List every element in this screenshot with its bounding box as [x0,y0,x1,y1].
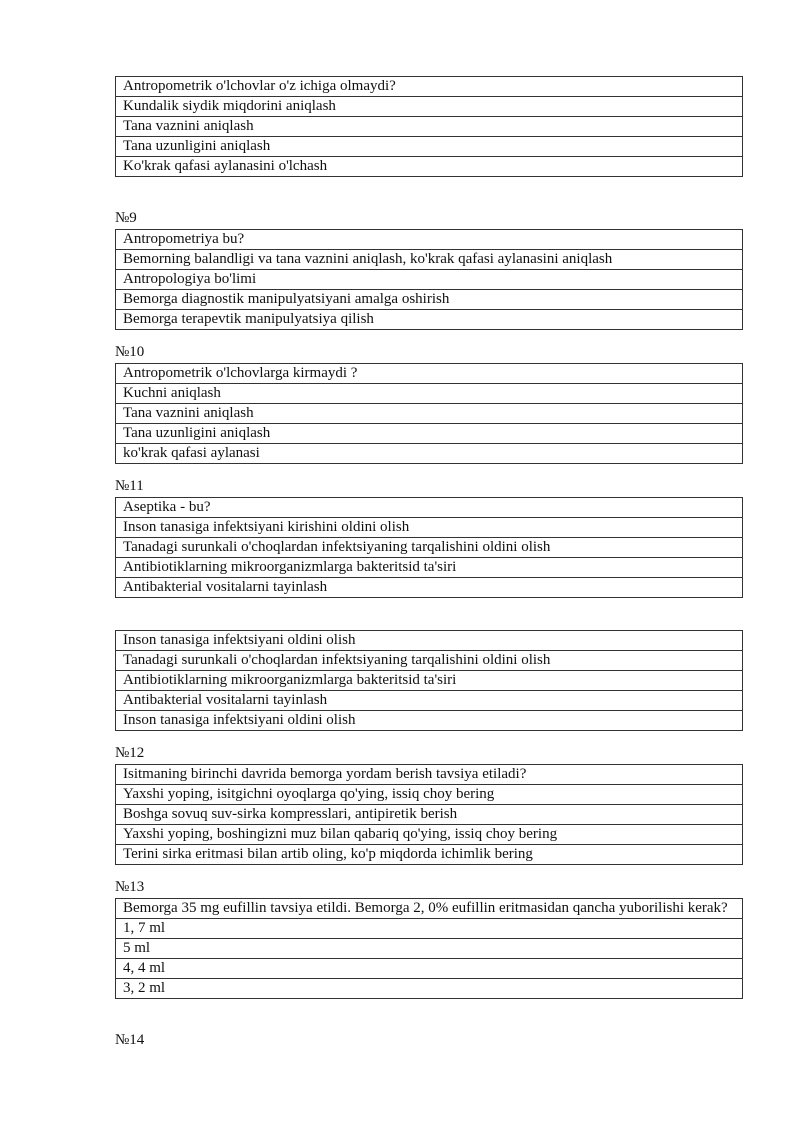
answer-option: Antibiotiklarning mikroorganizmlarga bakteritsid ta'siri [116,671,743,691]
question-text: Antropometrik o'lchovlarga kirmaydi ? [116,364,743,384]
question-block-14 [115,1032,743,1051]
answer-row [116,785,743,805]
answer-row [116,919,743,939]
question-number: №13 [115,879,145,895]
question-table [115,76,743,177]
answer-row [116,805,743,825]
question-block-13 [115,879,743,999]
question-block-10 [115,344,743,464]
question-row [116,498,743,518]
answer-row [116,290,743,310]
answer-row [116,444,743,464]
answer-option: Tana uzunligini aniqlash [116,424,743,444]
answer-row [116,671,743,691]
answer-option: Ko'krak qafasi aylanasini o'lchash [116,157,743,177]
question-block-9 [115,210,743,330]
answer-row [116,825,743,845]
answer-option: Tana vaznini aniqlash [116,404,743,424]
answer-row [116,424,743,444]
question-row [116,230,743,250]
question-block-11-extra [115,630,743,731]
question-text: Antropometrik o'lchovlar o'z ichiga olmaydi? [116,77,743,97]
question-text: Antropometriya bu? [116,230,743,250]
question-table [115,630,743,731]
answer-option: Terini sirka eritmasi bilan artib oling, ko'p miqdorda ichimlik bering [116,845,743,865]
answer-option: 4, 4 ml [116,959,743,979]
answer-option: Kuchni aniqlash [116,384,743,404]
question-number: №12 [115,745,145,761]
answer-row [116,97,743,117]
answer-option: Bemorning balandligi va tana vaznini aniqlash, ko'krak qafasi aylanasini aniqlash [116,250,743,270]
answer-row [116,270,743,290]
question-table [115,363,743,464]
answer-option: Yaxshi yoping, isitgichni oyoqlarga qo'ying, issiq choy bering [116,785,743,805]
answer-option: Kundalik siydik miqdorini aniqlash [116,97,743,117]
answer-row [116,157,743,177]
question-row [116,364,743,384]
answer-row [116,711,743,731]
answer-option: 3, 2 ml [116,979,743,999]
question-row [116,77,743,97]
answer-row [116,137,743,157]
question-block-11 [115,478,743,598]
answer-option: Bemorga terapevtik manipulyatsiya qilish [116,310,743,330]
answer-row [116,845,743,865]
answer-option: Inson tanasiga infektsiyani oldini olish [116,631,743,651]
answer-option: ko'krak qafasi aylanasi [116,444,743,464]
answer-option: Antibakterial vositalarni tayinlash [116,691,743,711]
question-row [116,765,743,785]
answer-row [116,404,743,424]
answer-option: Bemorga diagnostik manipulyatsiyani amalga oshirish [116,290,743,310]
question-table [115,497,743,598]
question-text: Bemorga 35 mg eufillin tavsiya etildi. Bemorga 2, 0% eufillin eritmasidan qancha yuborilishi kerak? [116,899,743,919]
answer-row [116,651,743,671]
answer-row [116,384,743,404]
question-table [115,898,743,999]
answer-row [116,310,743,330]
question-number: №10 [115,344,145,360]
answer-row [116,578,743,598]
answer-option: Antibakterial vositalarni tayinlash [116,578,743,598]
answer-option: Antropologiya bo'limi [116,270,743,290]
question-number: №14 [115,1032,145,1048]
answer-option: Boshga sovuq suv-sirka kompresslari, antipiretik berish [116,805,743,825]
answer-option: Tanadagi surunkali o'choqlardan infektsiyaning tarqalishini oldini olish [116,538,743,558]
answer-row [116,538,743,558]
answer-row [116,691,743,711]
answer-option: Tana uzunligini aniqlash [116,137,743,157]
answer-option: 5 ml [116,939,743,959]
question-block-12 [115,745,743,865]
question-text: Isitmaning birinchi davrida bemorga yordam berish tavsiya etiladi? [116,765,743,785]
question-row [116,899,743,919]
answer-row [116,558,743,578]
answer-row [116,939,743,959]
answer-row [116,518,743,538]
question-number: №11 [115,478,144,494]
answer-row [116,959,743,979]
answer-option: Tana vaznini aniqlash [116,117,743,137]
answer-row [116,979,743,999]
question-text: Aseptika - bu? [116,498,743,518]
question-table [115,764,743,865]
answer-option: Inson tanasiga infektsiyani oldini olish [116,711,743,731]
answer-option: Inson tanasiga infektsiyani kirishini oldini olish [116,518,743,538]
answer-row [116,250,743,270]
question-block-8 [115,76,743,177]
answer-option: 1, 7 ml [116,919,743,939]
answer-option: Tanadagi surunkali o'choqlardan infektsiyaning tarqalishini oldini olish [116,651,743,671]
answer-row [116,631,743,651]
answer-option: Yaxshi yoping, boshingizni muz bilan qabariq qo'ying, issiq choy bering [116,825,743,845]
question-number: №9 [115,210,137,226]
answer-option: Antibiotiklarning mikroorganizmlarga bakteritsid ta'siri [116,558,743,578]
question-table [115,229,743,330]
answer-row [116,117,743,137]
